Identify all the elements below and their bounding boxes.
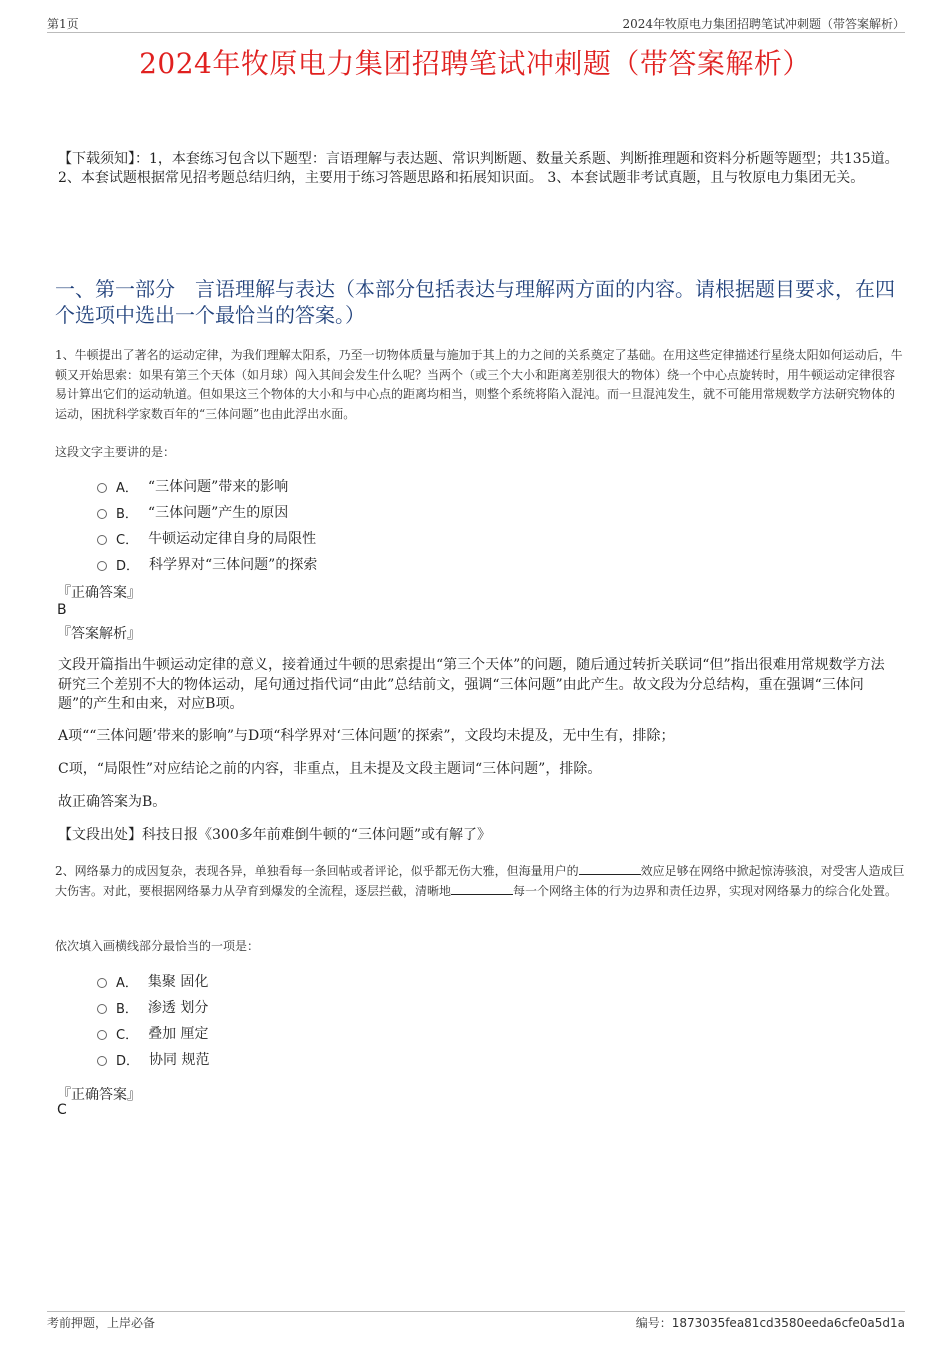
question-1-answer-label: 『正确答案』 bbox=[57, 585, 141, 601]
section-heading: 一、第一部分 言语理解与表达（本部分包括表达与理解两方面的内容。请根据题目要求，在四个选项中选出一个最恰当的答案。） bbox=[55, 277, 895, 327]
question-2-option-a[interactable]: A． 集聚 固化 bbox=[97, 968, 209, 994]
question-1-option-d[interactable]: D． 科学界对“三体问题”的探索 bbox=[97, 551, 317, 577]
question-1-analysis-para: 故正确答案为B。 bbox=[58, 794, 167, 810]
question-1-text: 1、牛顿提出了著名的运动定律，为我们理解太阳系，乃至一切物体质量与施加于其上的力之间的关系奠定了基础。在用这些定律描述行星绕太阳如何运动后，牛顿又开始思索：如果有第三个天体（如月球）闯入其间会发生什么呢？当两个（或三个大小和距离差别很大的物体）绕一个中心点旋转时，用牛顿运动定律很容易计算出它们的运动轨道。但如果这三个物体的大小和与中心点的距离均相当，则整个系统将陷入混沌。而一旦混沌发生，就不可能用常规数学方法研究物体的运动，困扰科学家数百年的“三体问题”也由此浮出水面。 bbox=[55, 348, 903, 421]
question-1-analysis-para: C项，“局限性”对应结论之前的内容，非重点，且未提及文段主题词“三体问题”，排除。 bbox=[58, 761, 602, 777]
question-1-option-a[interactable]: A． “三体问题”带来的影响 bbox=[97, 473, 317, 499]
question-2-text: 2、网络暴力的成因复杂，表现各异，单独看每一条回帖或者评论，似乎都无伤大雅，但海量用户的 效应足够在网络中掀起惊涛骇浪，对受害人造成巨大伤害。对此，要根据网络暴力从孕育到爆发的全流程，逐层拦截，清晰地 每一个网络主体的行为边界和责任边界，实现对网络暴力的综合化处置。 bbox=[55, 864, 905, 898]
question-1-analysis-para: 文段开篇指出牛顿运动定律的意义，接着通过牛顿的思索提出“第三个天体”的问题，随后通过转折关联词“但”指出很难用常规数学方法研究三个差别不大的物体运动，尾句通过指代词“由此”总结前文，强调“三体问题”由此产生。故文段为分总结构，重在强调“三体问题”的产生和由来，对应B项。 bbox=[58, 657, 885, 712]
question-2-answer-label: 『正确答案』 bbox=[57, 1087, 141, 1103]
question-1-answer: B bbox=[57, 602, 67, 618]
question-2-option-b[interactable]: B． 渗透 划分 bbox=[97, 994, 209, 1020]
radio-icon[interactable] bbox=[97, 561, 107, 571]
question-2-option-d[interactable]: D． 协同 规范 bbox=[97, 1046, 209, 1072]
radio-icon[interactable] bbox=[97, 1056, 107, 1066]
radio-icon[interactable] bbox=[97, 509, 107, 519]
question-2-option-c[interactable]: C． 叠加 厘定 bbox=[97, 1020, 209, 1046]
question-1-source: 【文段出处】科技日报《300多年前难倒牛顿的“三体问题”或有解了》 bbox=[58, 827, 492, 843]
question-2-answer: C bbox=[57, 1102, 67, 1118]
radio-icon[interactable] bbox=[97, 978, 107, 988]
question-2-options bbox=[97, 968, 209, 1072]
question-1-analysis-para: A项““三体问题’带来的影响”与D项“科学界对‘三体问题’的探索”，文段均未提及，无中生有，排除； bbox=[58, 728, 675, 744]
question-1-options bbox=[97, 473, 317, 577]
fill-blank bbox=[451, 882, 513, 895]
download-notice: 【下载须知】：1，本套练习包含以下题型：言语理解与表达题、常识判断题、数量关系题、判断推理题和资料分析题等题型；共135道。 2、本套试题根据常见招考题总结归纳，主要用于练习答题思路和拓展知识面。 3、本套试题非考试真题，且与牧原电力集团无关。 bbox=[58, 151, 899, 186]
serial-code: 1873035fea81cd3580eeda6cfe0a5d1a bbox=[671, 1316, 905, 1330]
document-title: 2024年牧原电力集团招聘笔试冲刺题（带答案解析） bbox=[139, 47, 811, 80]
radio-icon[interactable] bbox=[97, 483, 107, 493]
question-1-prompt: 这段文字主要讲的是： bbox=[55, 445, 176, 459]
question-1-analysis-label: 『答案解析』 bbox=[57, 626, 141, 642]
footer-slogan: 考前押题，上岸必备 bbox=[47, 1316, 156, 1330]
radio-icon[interactable] bbox=[97, 1030, 107, 1040]
footer-serial: 编号：1873035fea81cd3580eeda6cfe0a5d1a bbox=[635, 1316, 905, 1330]
header-doc-title: 2024年牧原电力集团招聘笔试冲刺题（带答案解析） bbox=[622, 17, 905, 31]
radio-icon[interactable] bbox=[97, 1004, 107, 1014]
question-1-option-b[interactable]: B． “三体问题”产生的原因 bbox=[97, 499, 317, 525]
question-2-prompt: 依次填入画横线部分最恰当的一项是： bbox=[55, 939, 260, 953]
page-number: 第1页 bbox=[47, 17, 79, 31]
fill-blank bbox=[579, 862, 641, 875]
radio-icon[interactable] bbox=[97, 535, 107, 545]
footer-divider bbox=[47, 1311, 905, 1312]
page-header bbox=[47, 14, 905, 33]
question-1-option-c[interactable]: C． 牛顿运动定律自身的局限性 bbox=[97, 525, 317, 551]
